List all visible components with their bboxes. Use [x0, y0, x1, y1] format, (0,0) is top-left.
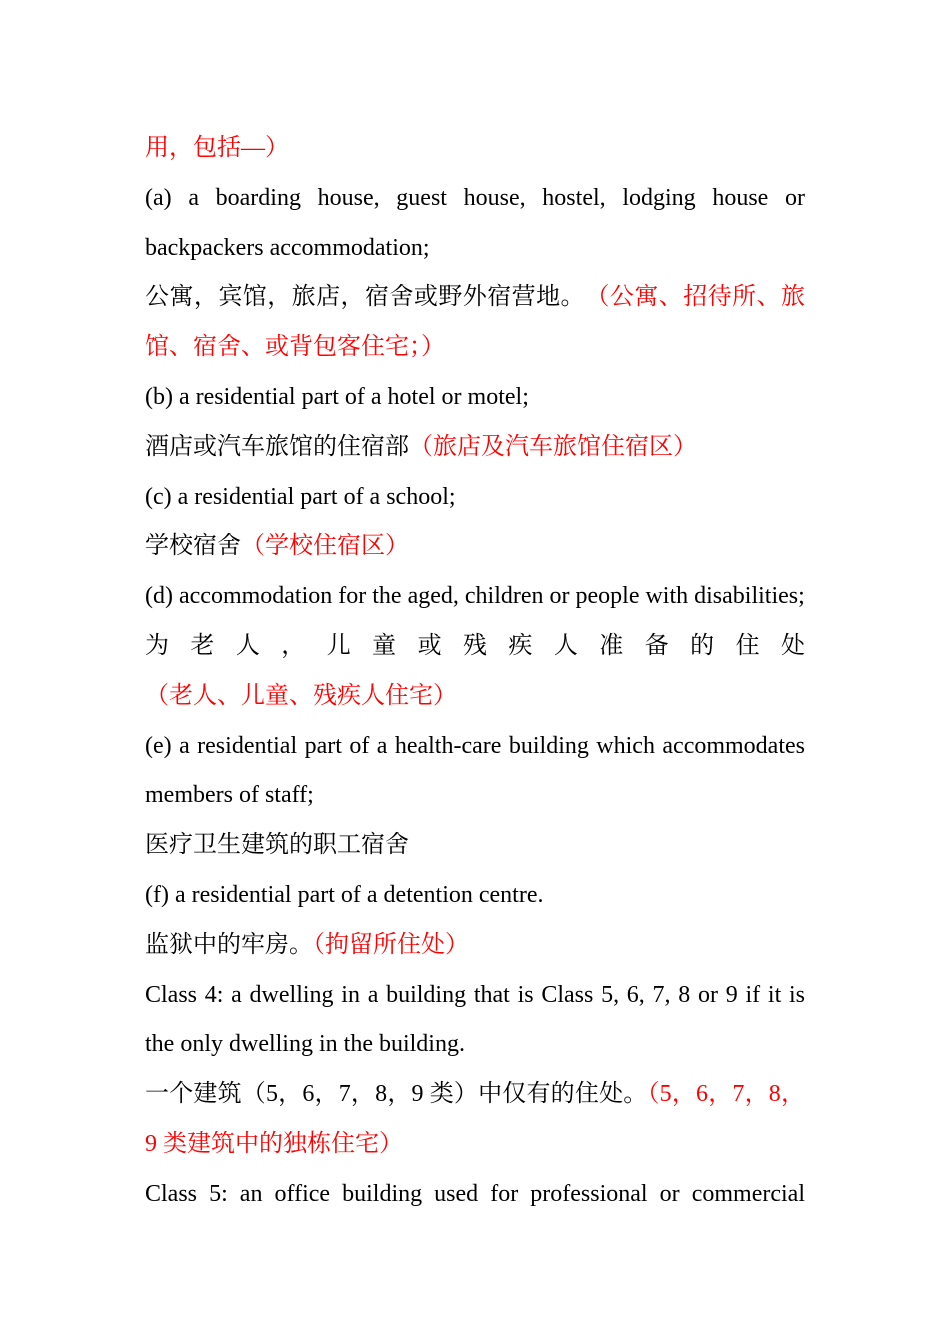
paragraph-13-text: 监狱中的牢房。 [145, 931, 313, 958]
paragraph-15-red-text: （5，6，7，8，9 类建筑中的独栋住宅） [145, 1081, 806, 1157]
paragraph-13 [145, 921, 805, 971]
paragraph-11 [145, 821, 805, 871]
paragraph-3-text: 公寓，宾馆，旅店，宿舍或野外宿营地。 [145, 284, 598, 311]
paragraph-3-red-text: （公寓、招待所、旅馆、宿舍、或背包客住宅；） [145, 284, 806, 361]
paragraph-16 [145, 1170, 805, 1220]
paragraph-6-text: (c) a residential part of a school; [145, 483, 456, 510]
paragraph-15 [145, 1070, 805, 1170]
paragraph-3 [145, 273, 805, 373]
paragraph-12-text: (f) a residential part of a detention centre. [145, 881, 544, 908]
paragraph-13-red-text: （拘留所住处） [313, 931, 469, 958]
paragraph-7-red-text: （学校住宿区） [241, 533, 409, 560]
paragraph-12 [145, 871, 805, 921]
paragraph-1 [145, 124, 805, 174]
paragraph-6 [145, 473, 805, 523]
paragraph-16-text: Class 5: an office building used for professional or commercial [145, 1180, 805, 1207]
paragraph-15-text: 一个建筑（5，6，7，8，9 类）中仅有的住处。 [145, 1081, 648, 1108]
paragraph-4-text: (b) a residential part of a hotel or motel; [145, 383, 529, 410]
paragraph-7-text: 学校宿舍 [145, 533, 241, 560]
paragraph-9-red-text: （老人、儿童、残疾人住宅） [145, 682, 457, 709]
paragraph-8-text: (d) accommodation for the aged, children or people with disabilities; [145, 583, 805, 610]
paragraph-9 [145, 622, 805, 722]
paragraph-9-text: 为老人，儿童或残疾人准备的住处 [145, 632, 805, 659]
paragraph-7 [145, 522, 805, 572]
paragraph-8 [145, 572, 805, 622]
paragraph-14-text: Class 4: a dwelling in a building that is Class 5, 6, 7, 8 or 9 if it is the only dwelling in the building. [145, 981, 805, 1058]
paragraph-14 [145, 971, 805, 1071]
paragraph-5-text: 酒店或汽车旅馆的住宿部 [145, 433, 409, 460]
paragraph-2-text: (a) a boarding house, guest house, hostel, lodging house or backpackers accommodation; [145, 184, 805, 261]
paragraph-10-text: (e) a residential part of a health-care building which accommodates members of staff; [145, 732, 805, 809]
paragraph-5-red-text: （旅店及汽车旅馆住宿区） [409, 433, 697, 460]
paragraph-2 [145, 174, 805, 274]
paragraph-5 [145, 423, 805, 473]
paragraph-4 [145, 373, 805, 423]
paragraph-1-red-text: 用，包括—） [145, 135, 289, 161]
paragraph-10 [145, 722, 805, 822]
document-body [145, 124, 805, 1220]
paragraph-11-text: 医疗卫生建筑的职工宿舍 [145, 832, 409, 859]
